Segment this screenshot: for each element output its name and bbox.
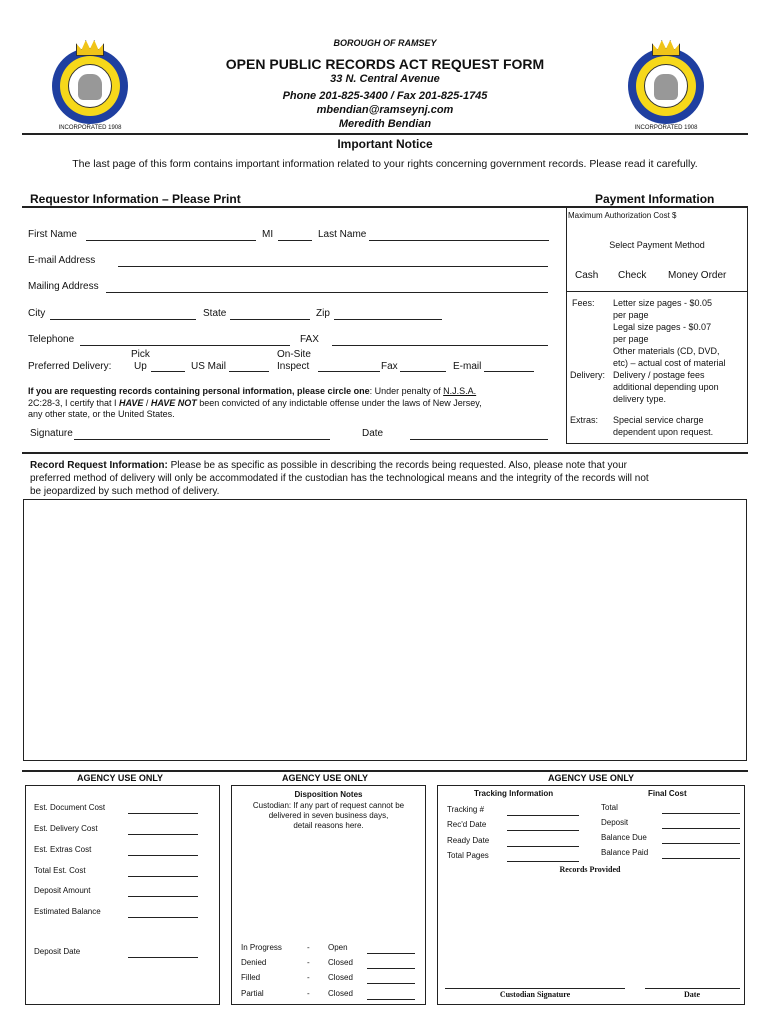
preferred-delivery-label: Preferred Delivery:	[28, 361, 112, 372]
certify-text: 2C:28-3, I certify that I	[28, 398, 120, 408]
convicted-text: been convicted of any indictable offense under the laws of New Jersey,	[196, 398, 482, 408]
tracking-label: Tracking #	[447, 805, 485, 814]
payment-divider	[566, 291, 748, 292]
status-field[interactable]	[367, 983, 415, 984]
mi-field[interactable]	[278, 240, 312, 241]
borough-seal-left	[52, 48, 128, 124]
contact-email: mbendian@ramseynj.com	[316, 104, 454, 116]
phone-fax: Phone 201-825-3400 / Fax 201-825-1745	[282, 90, 488, 102]
status-right: Closed	[328, 989, 353, 998]
us-mail-option[interactable]	[229, 371, 269, 372]
inspect-option[interactable]	[318, 371, 380, 372]
status-left: Filled	[241, 973, 261, 982]
record-request-text: Please be as specific as possible in describing the records being requested. Also, please note that your	[167, 460, 627, 471]
custodian-signature-field[interactable]	[445, 988, 625, 989]
personal-info-rest: : Under penalty of	[369, 386, 444, 396]
deposit-date-field[interactable]	[128, 957, 198, 958]
fees-line: etc) – actual cost of material	[613, 358, 726, 368]
njsa-text: N.J.S.A.	[443, 386, 477, 396]
agency1-row-label: Estimated Balance	[34, 907, 101, 916]
telephone-label: Telephone	[28, 334, 75, 345]
have-option[interactable]: HAVE	[119, 398, 144, 408]
status-right: Closed	[328, 973, 353, 982]
extras-line: Special service charge	[613, 415, 704, 425]
notice-top-rule	[22, 133, 748, 135]
have-not-option[interactable]: HAVE NOT	[150, 398, 197, 408]
final-cost-label: Total	[601, 803, 618, 812]
email-field[interactable]	[118, 266, 548, 267]
agency-box-1	[25, 785, 220, 1005]
disposition-note-line: Custodian: If any part of request cannot be	[252, 801, 405, 810]
agency-heading-2: AGENCY USE ONLY	[281, 773, 369, 783]
record-request-line2: preferred method of delivery will only be accommodated if the custodian has the technological means and the integrity of the records will not	[30, 473, 649, 484]
date-label: Date	[362, 428, 384, 439]
email-label: E-mail Address	[28, 255, 96, 266]
total-est-cost-field[interactable]	[128, 876, 198, 877]
tracking-title: Tracking Information	[474, 789, 554, 798]
money-order-option[interactable]: Money Order	[668, 270, 727, 281]
first-name-field[interactable]	[86, 240, 256, 241]
fees-label: Fees:	[572, 298, 595, 308]
status-dash: -	[307, 973, 310, 982]
final-cost-label: Balance Paid	[601, 848, 649, 857]
agency1-row-label: Deposit Amount	[34, 886, 91, 895]
fax-option-label: Fax	[381, 361, 398, 372]
city-field[interactable]	[50, 319, 196, 320]
records-provided-label: Records Provided	[559, 865, 621, 874]
status-dash: -	[307, 943, 310, 952]
address: 33 N. Central Avenue	[330, 73, 440, 85]
pickup-option[interactable]	[151, 371, 185, 372]
deposit-amount-field[interactable]	[128, 896, 198, 897]
personal-info-line3: any other state, or the United States.	[28, 409, 175, 419]
signature-label: Signature	[30, 428, 73, 439]
status-right: Closed	[328, 958, 353, 967]
estimated-balance-field[interactable]	[128, 917, 198, 918]
last-name-label: Last Name	[318, 229, 367, 240]
select-payment-label: Select Payment Method	[609, 240, 705, 250]
tracking-field[interactable]	[507, 830, 579, 831]
state-label: State	[203, 308, 227, 319]
agency-heading-1: AGENCY USE ONLY	[76, 773, 164, 783]
fees-line: per page	[613, 334, 649, 344]
personal-info-bold: If you are requesting records containing personal information, please circle one	[28, 386, 370, 396]
custodian-date-label: Date	[684, 990, 700, 999]
disposition-note-line: detail reasons here.	[293, 821, 364, 830]
crown-icon	[652, 40, 680, 56]
status-dash: -	[307, 989, 310, 998]
tracking-label: Ready Date	[447, 836, 490, 845]
requestor-heading: Requestor Information – Please Print	[30, 192, 241, 206]
extras-label: Extras:	[570, 415, 599, 425]
date-field[interactable]	[410, 439, 548, 440]
fax-field[interactable]	[332, 345, 548, 346]
status-left: Partial	[241, 989, 264, 998]
borough-name: BOROUGH OF RAMSEY	[333, 38, 437, 48]
zip-field[interactable]	[334, 319, 442, 320]
mailing-label: Mailing Address	[28, 281, 99, 292]
personal-info-line1	[28, 385, 558, 397]
fees-line: Legal size pages - $0.07	[613, 322, 712, 332]
check-option[interactable]: Check	[618, 270, 647, 281]
agency-heading-3: AGENCY USE ONLY	[547, 773, 635, 783]
disposition-notes-title: Disposition Notes	[294, 790, 363, 799]
status-left: Denied	[241, 958, 267, 967]
state-field[interactable]	[230, 319, 310, 320]
tracking-label: Total Pages	[447, 851, 489, 860]
final-cost-label: Deposit	[601, 818, 629, 827]
status-field[interactable]	[367, 968, 415, 969]
delivery-line: additional depending upon	[613, 382, 719, 392]
est-delivery-cost-field[interactable]	[128, 834, 198, 835]
cash-option[interactable]: Cash	[575, 270, 599, 281]
mailing-field[interactable]	[106, 292, 548, 293]
status-right: Open	[328, 943, 348, 952]
extras-line: dependent upon request.	[613, 427, 714, 437]
custodian-date-field[interactable]	[645, 988, 740, 989]
agency1-row-label: Est. Extras Cost	[34, 845, 92, 854]
status-field[interactable]	[367, 999, 415, 1000]
contact-name: Meredith Bendian	[338, 118, 432, 130]
form-title: OPEN PUBLIC RECORDS ACT REQUEST FORM	[225, 56, 545, 72]
custodian-signature-label: Custodian Signature	[499, 990, 571, 999]
max-auth-label: Maximum Authorization Cost $	[568, 211, 677, 220]
status-dash: -	[307, 958, 310, 967]
mi-label: MI	[262, 229, 274, 240]
delivery-line: Delivery / postage fees	[613, 370, 705, 380]
email-option-label: E-mail	[453, 361, 482, 372]
agency1-row-label: Deposit Date	[34, 947, 81, 956]
agency1-row-label: Est. Document Cost	[34, 803, 106, 812]
zip-label: Zip	[316, 308, 330, 319]
signature-field[interactable]	[74, 439, 330, 440]
final-cost-field[interactable]	[662, 843, 740, 844]
final-cost-field[interactable]	[662, 858, 740, 859]
last-name-field[interactable]	[369, 240, 549, 241]
notice-text: The last page of this form contains important information related to your rights concerning government records. Please read it carefully.	[72, 158, 698, 170]
delivery-line: delivery type.	[613, 394, 667, 404]
crown-icon	[76, 40, 104, 56]
fees-line: Letter size pages - $0.05	[613, 298, 713, 308]
agency1-row-label: Est. Delivery Cost	[34, 824, 98, 833]
notice-heading: Important Notice	[337, 137, 433, 151]
final-cost-label: Balance Due	[601, 833, 647, 842]
agency-rule	[22, 770, 748, 772]
record-request-line3: be jeopardized by such method of delivery.	[30, 486, 220, 497]
agency-box-3	[437, 785, 745, 1005]
payment-heading: Payment Information	[595, 192, 715, 206]
inspect-label: Inspect	[277, 361, 310, 372]
borough-seal-right	[628, 48, 704, 124]
email-option[interactable]	[484, 371, 534, 372]
up-label: Up	[134, 361, 147, 372]
final-cost-field[interactable]	[662, 828, 740, 829]
delivery-label: Delivery:	[570, 370, 606, 380]
city-label: City	[28, 308, 46, 319]
record-request-rule	[22, 452, 748, 454]
agency1-row-label: Total Est. Cost	[34, 866, 86, 875]
record-request-line1	[30, 460, 745, 471]
final-cost-field[interactable]	[662, 813, 740, 814]
est-extras-cost-field[interactable]	[128, 855, 198, 856]
telephone-field[interactable]	[80, 345, 290, 346]
tracking-label: Rec'd Date	[447, 820, 487, 829]
final-cost-title: Final Cost	[648, 789, 687, 798]
personal-info-line2	[28, 397, 558, 409]
seal-caption-left: INCORPORATED 1908	[58, 125, 122, 131]
fax-label: FAX	[300, 334, 319, 345]
record-request-heading: Record Request Information:	[30, 460, 168, 471]
record-request-textarea[interactable]	[23, 499, 747, 761]
tracking-field[interactable]	[507, 815, 579, 816]
tracking-field[interactable]	[507, 846, 579, 847]
fees-line: per page	[613, 310, 649, 320]
status-left: In Progress	[241, 943, 282, 952]
us-mail-label: US Mail	[191, 361, 227, 372]
slash-text: /	[143, 398, 151, 408]
tracking-field[interactable]	[507, 861, 579, 862]
pick-label: Pick	[131, 349, 150, 360]
seal-caption-right: INCORPORATED 1908	[634, 125, 698, 131]
fax-option[interactable]	[400, 371, 446, 372]
disposition-note-line: delivered in seven business days,	[268, 811, 389, 820]
status-field[interactable]	[367, 953, 415, 954]
est-document-cost-field[interactable]	[128, 813, 198, 814]
fees-line: Other materials (CD, DVD,	[613, 346, 720, 356]
first-name-label: First Name	[28, 229, 77, 240]
on-site-label: On-Site	[277, 349, 311, 360]
